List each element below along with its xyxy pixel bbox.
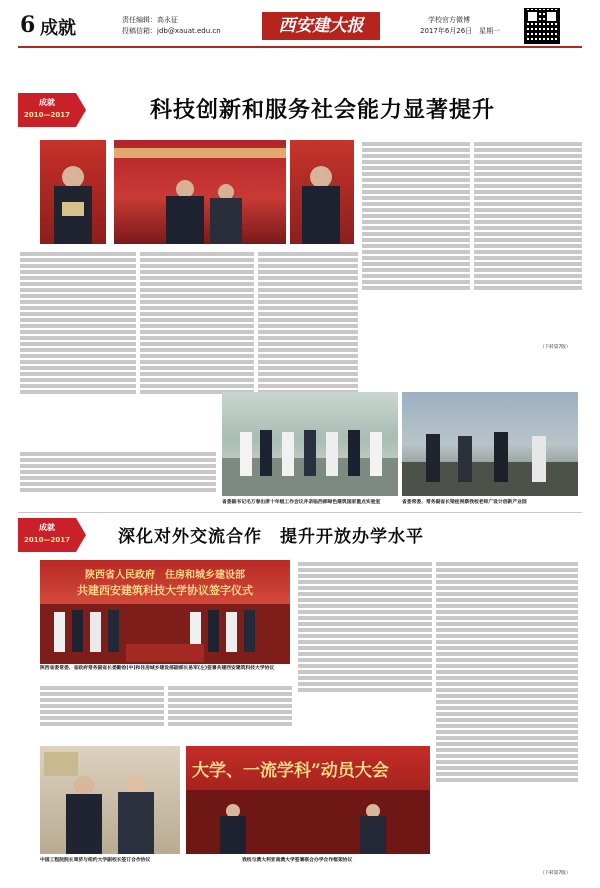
section-divider — [18, 512, 582, 513]
section-title: 成就 — [40, 18, 76, 39]
badge-arrow — [76, 93, 86, 127]
qr-code-icon — [524, 8, 560, 44]
website-label: 学校官方微博 — [428, 16, 470, 24]
award-photo-left — [40, 140, 106, 244]
masthead: 西安建大报 — [262, 12, 380, 40]
email-label: 投稿信箱：jdb@xauat.edu.cn — [122, 27, 221, 35]
section1-text-col4 — [362, 140, 470, 340]
section1-continued: （下转第7版） — [540, 345, 571, 350]
badge-years: 2010—2017 — [24, 111, 70, 119]
mobilization-event-photo — [186, 746, 430, 854]
header-divider — [18, 46, 582, 48]
section1-badge — [18, 93, 76, 127]
section2-caption-2: 中国工程院院长周济与纽约大学副校长签订合作协议 — [40, 858, 151, 863]
section1-caption-1: 省委副书记毛万春出席十年级工作会议并亲临西部绿色建筑国家重点实验室 — [222, 500, 381, 505]
section2-caption-1: 陕西省委常委、省政府常务副省长娄勤俭(中)和住房城乡建设部副部长易军(左)签署共建西安建筑科技大学协议 — [40, 666, 275, 671]
badge-arrow — [76, 518, 86, 552]
badge-years: 2010—2017 — [24, 536, 70, 544]
section2-text-col2 — [168, 684, 292, 740]
section1-caption-2: 省委常委、常务副省长梁桂视察我校老师广设计创新产业园 — [402, 500, 527, 505]
event-banner-text: 大学、一流学科”动员大会 — [192, 761, 389, 781]
award-photo-right — [290, 140, 354, 244]
section2-text-col1 — [40, 684, 164, 740]
section2-badge — [18, 518, 76, 552]
handshake-photo — [40, 746, 180, 854]
visit-group-photo — [222, 392, 398, 496]
section1-text-col5 — [474, 140, 582, 340]
section2-caption-3: 我校与澳大利亚南澳大学签署联合办学合作框架协议 — [242, 858, 353, 863]
page-number: 6 — [20, 12, 36, 38]
date-label: 2017年6月26日 星期一 — [420, 27, 501, 35]
inspection-photo — [402, 392, 578, 496]
section1-text-col1 — [20, 250, 136, 446]
badge-text: 成就 — [39, 98, 55, 107]
badge-text: 成就 — [39, 523, 55, 532]
section1-headline: 科技创新和服务社会能力显著提升 — [150, 97, 496, 123]
signing-ceremony-photo — [40, 560, 290, 664]
editor-label: 责任编辑：高永征 — [122, 16, 178, 24]
section2-continued: （下转第7版） — [540, 871, 571, 876]
award-ceremony-photo — [114, 140, 286, 244]
section2-text-col4 — [436, 560, 578, 860]
section1-text-col6 — [20, 450, 216, 510]
signing-banner-line1: 陕西省人民政府 住房和城乡建设部 — [85, 570, 245, 581]
section2-headline: 深化对外交流合作 提升开放办学水平 — [118, 527, 424, 547]
signing-banner-line2: 共建西安建筑科技大学协议签字仪式 — [77, 584, 253, 597]
section2-text-col3 — [298, 560, 432, 740]
